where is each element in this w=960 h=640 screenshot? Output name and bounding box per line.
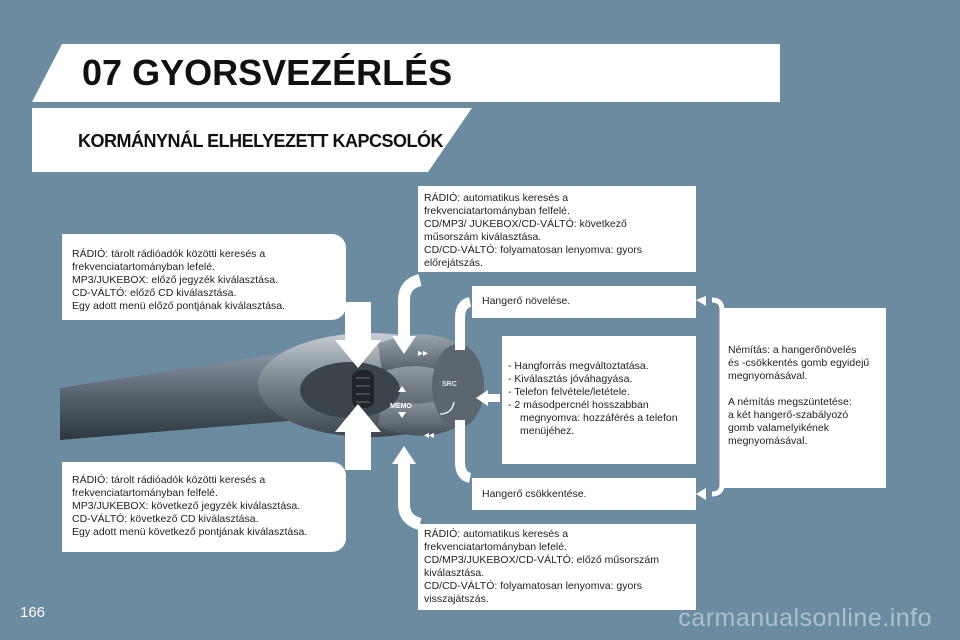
svg-text:◂◂: ◂◂: [424, 430, 435, 441]
seek-up-panel: RÁDIÓ: automatikus keresés a frekvenciatartományban felfelé. CD/MP3/ JUKEBOX/CD-VÁLTÓ: következő műsorszám kiválasztása. CD/CD-VÁLTÓ: folyamatosan lenyomva: gyors előrejátszás.: [418, 186, 696, 272]
volume-up-connector: [460, 302, 470, 350]
src-button-cap: [432, 344, 484, 428]
top-connector: [404, 280, 420, 340]
seek-down-panel: RÁDIÓ: automatikus keresés a frekvenciatartományban lefelé. CD/MP3/JUKEBOX/CD-VÁLTÓ: előző műsorszám kiválasztása. CD/CD-VÁLTÓ: folyamatosan lenyomva: gyors visszajátszás.: [418, 524, 696, 610]
volume-down-connector: [460, 420, 470, 478]
section-subtitle: KORMÁNYNÁL ELHELYEZETT KAPCSOLÓK: [78, 131, 444, 151]
page-number: 166: [20, 604, 46, 621]
src-button-panel: - Hangforrás megváltoztatása. - Kiválasztás jóváhagyása. - Telefon felvétele/letétele. - 2 másodpercnél hosszabban megnyomva: hozzáférés a telefon menüjéhez.: [502, 336, 696, 464]
bottom-connector: [404, 460, 420, 524]
svg-text:▸▸: ▸▸: [418, 348, 429, 359]
next-preset-panel: RÁDIÓ: tárolt rádióadók közötti keresés a frekvenciatartományban felfelé. MP3/JUKEBOX: következő jegyzék kiválasztása. CD-VÁLTÓ: következő CD kiválasztása. Egy adott menü következő pontjának kiválasztása.: [62, 462, 346, 552]
prev-preset-panel: RÁDIÓ: tárolt rádióadók közötti keresés a frekvenciatartományban lefelé. MP3/JUKEBOX: előző jegyzék kiválasztása. CD-VÁLTÓ: előző CD kiválasztása. Egy adott menü előző pontjának kiválasztása.: [62, 234, 346, 320]
page-title: 07 GYORSVEZÉRLÉS: [82, 52, 453, 93]
src-label: SRC: [442, 381, 457, 388]
volume-up-panel: Hangerő növelése.: [472, 286, 696, 318]
mute-panel: Némítás: a hangerőnövelés és -csökkentés gomb egyidejű megnyomásával. A némítás megszüntetése: a két hangerő-szabályozó gomb valamelyikének megnyomásával.: [722, 308, 886, 488]
mute-bracket: [712, 300, 722, 494]
memo-label: MEMO: [390, 403, 412, 410]
memo-panel: [300, 362, 400, 418]
volume-down-panel: Hangerő csökkentése.: [472, 478, 696, 510]
watermark: carmanualsonline.info: [678, 604, 932, 632]
